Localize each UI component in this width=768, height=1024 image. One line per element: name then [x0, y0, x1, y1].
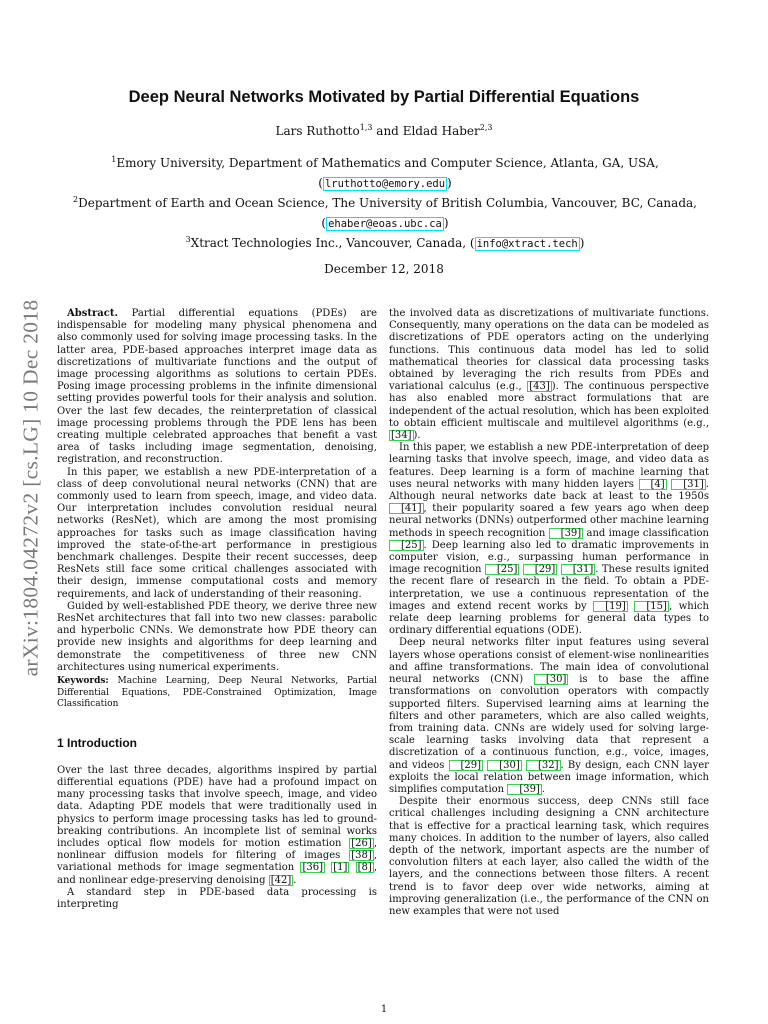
body-text: .: [293, 874, 297, 886]
abstract-label: Abstract.: [67, 308, 118, 319]
intro-paragraph: A standard step in PDE-based data processing is interpreting: [57, 886, 377, 911]
citation-link[interactable]: [42]: [270, 874, 292, 886]
citation-link[interactable]: [32]: [526, 760, 561, 771]
body-text: ). The continuous perspective has also enabled more abstract formulations that are independent of the actual resolution, which has been exploited to obtain efficient multiscale and multilevel algorithms (e.g.,: [389, 381, 709, 429]
section-heading: 1 Introduction: [57, 735, 137, 750]
body-text: is to base the affine transformations on convolution operators with compactly supported filters. Supervised learning aims at learning the filters and other parameters, which are also called weights, from training data. CNNs are widely used for solving large-scale learning tasks involving data that represent a discretization of a continuous function, e.g., voice, images, and videos: [389, 674, 710, 771]
affiliation-text: Emory University, Department of Mathematics and Computer Science, Atlanta, GA, USA,: [116, 156, 659, 170]
body-text: , variational methods for image segmentation: [57, 850, 377, 874]
right-column: [389, 308, 709, 918]
affiliation: $^1$Emory University, Department of Mathematics and Computer Science, Atlanta, GA, USA, ( lruthotto@emory.edu ): [111, 155, 659, 190]
page-number: 1: [380, 1004, 388, 1015]
body-text: the involved data as discretizations of multivariate functions. Consequently, many operations on the data can be modeled as discretizations of PDE operators acting on the underlying functions. This continuous data model has led to solid mathematical theories for classical data processing tasks obtained by leveraging the rich results from PDEs and variational calculus (e.g.,: [389, 308, 709, 393]
keywords: [57, 676, 377, 711]
citation-link[interactable]: [39]: [507, 784, 542, 795]
affiliation: $^2$Department of Earth and Ocean Science, The University of British Columbia, Vancouver, BC, Canada, ( ehaber@eoas.ubc.ca ): [73, 195, 697, 230]
citation-link[interactable]: [43]: [529, 381, 550, 393]
body-text: .: [541, 783, 546, 795]
body-text: ).: [413, 430, 421, 442]
author-affiliation-mark: 2,3: [479, 123, 493, 132]
body-text: . These results ignited the recent flare of research in the field. To obtain a PDE-interpretation, we use a continuous representation of the images and extend recent works by: [389, 564, 709, 612]
body-text: and image classification: [586, 527, 709, 539]
author-line: [0, 124, 768, 138]
affiliation-mark: 3: [185, 235, 191, 244]
left-column: [57, 308, 377, 911]
abstract-paragraph: Guided by well-established PDE theory, we derive three new ResNet architectures that fall into two new classes: parabolic and hyperbolic CNNs. We demonstrate how PDE theory can provide new insights and algorithms for deep learning and demonstrate the competitiveness of three new CNN architectures using numerical experiments.: [57, 600, 377, 673]
body-text: In this paper, we establish a new PDE-interpretation of deep learning tasks that involve speech, image, and video data as features. Deep learning is a form of machine learning that uses neural networks with many hidden layers: [389, 442, 709, 490]
citation-link[interactable]: [38]: [351, 850, 372, 862]
body-text: . Deep learning also led to dramatic improvements in computer vision, e.g., surpassing human performance in image recognition: [389, 539, 709, 576]
keywords-text: Machine Learning, Deep Neural Networks, Partial Differential Equations, PDE-Constrained Optimization, Image Classification: [57, 676, 377, 710]
arxiv-identifier: arXiv:1804.04272v2 [cs.LG] 10 Dec 2018: [18, 299, 43, 677]
affiliation-text: Xtract Technologies Inc., Vancouver, Canada,: [190, 236, 467, 250]
citation-link[interactable]: [29]: [449, 760, 484, 771]
body-text: , and nonlinear edge-preserving denoising: [57, 862, 377, 886]
body-paragraph: [389, 442, 709, 637]
email-link[interactable]: lruthotto@emory.edu: [324, 177, 446, 190]
citation-link[interactable]: [26]: [351, 838, 372, 850]
body-text: . By design, each CNN layer exploits the local relation between image information, which simplifies computation: [389, 759, 709, 795]
affiliation-text: Department of Earth and Ocean Science, The University of British Columbia, Vancouver, BC, Canada,: [78, 196, 697, 210]
citation-link[interactable]: [25]: [485, 564, 520, 575]
citation-link[interactable]: [15]: [634, 601, 669, 612]
author-affiliation-mark: 1,3: [359, 123, 373, 132]
abstract-paragraph: [57, 308, 377, 467]
body-text: Deep neural networks filter input features using several layers whose operations consist of element-wise nonlinearities and affine transformations. The main idea of convolutional neural networks (CNN): [389, 637, 709, 686]
affiliation: $^3$Xtract Technologies Inc., Vancouver, Canada, ( info@xtract.tech ): [185, 235, 585, 250]
body-text: . Although neural networks date back at least to the 1950s: [389, 478, 709, 503]
citation-link[interactable]: [25]: [389, 540, 424, 551]
affiliation-mark: 1: [111, 155, 117, 164]
citation-link[interactable]: [1]: [333, 862, 348, 874]
body-text: Over the last three decades, algorithms inspired by partial differential equations (PDE) have had a profound impact on many processing tasks that involve speech, image, and video data. Adapting PDE models that were traditionally used in physics to perform image processing tasks has led to ground-breaking contributions. An incomplete list of seminal works includes optical flow models for motion estimation: [57, 764, 377, 850]
author-name: Lars Ruthotto: [275, 124, 360, 138]
publication-date: December 12, 2018: [324, 262, 444, 276]
citation-link[interactable]: [36]: [302, 862, 323, 874]
citation-link[interactable]: [19]: [593, 601, 628, 612]
author-name: Eldad Haber: [402, 124, 480, 138]
intro-paragraph: [57, 765, 377, 887]
author-conjunction: and: [376, 124, 399, 138]
citation-link[interactable]: [30]: [487, 760, 522, 771]
abstract-paragraph: In this paper, we establish a new PDE-interpretation of a class of deep convolutional neural networks (CNN) that are commonly used to learn from speech, image, and video data. Our interpretation includes convolution residual neural networks (ResNet), which are among the most promising approaches for tasks such as image classification having improved the state-of-the-art performance in prestigious benchmark challenges. Despite their recent successes, deep ResNets still face some critical challenges associated with their design, immense computational costs and memory requirements, and lack of understanding of their reasoning.: [57, 466, 377, 600]
body-text: , nonlinear diffusion models for filtering of images: [57, 838, 377, 862]
email-link[interactable]: ehaber@eoas.ubc.ca: [328, 217, 442, 230]
body-text: , which relate deep learning problems for general data types to ordinary differential equations (ODE).: [389, 600, 709, 637]
arxiv-sidebar: [6, 268, 56, 708]
citation-link[interactable]: [31]: [671, 479, 706, 490]
citation-link[interactable]: [34]: [391, 430, 412, 442]
citation-link[interactable]: [8]: [357, 862, 372, 874]
email-link[interactable]: info@xtract.tech: [476, 238, 578, 250]
body-paragraph: Despite their enormous success, deep CNNs still face critical challenges including designing a CNN architecture that is effective for a practical learning task, which requires many choices. In addition to the number of layers, also called depth of the network, important aspects are the number of convolution filters at each layer, also called the width of the layers, and the connections between those filters. A recent trend is to favor deep over wide networks, aiming at improving generalization (i.e., the performance of the CNN on new examples that were not used: [389, 796, 709, 917]
abstract-text: Partial differential equations (PDEs) are indispensable for modeling many physical phenomena and also commonly used for solving image processing tasks. In the latter area, PDE-based approaches interpret image data as discretizations of multivariate functions and the output of image processing algorithms as solutions to certain PDEs. Posing image processing problems in the infinite dimensional setting provides powerful tools for their analysis and solution. Over the last few decades, the reinterpretation of classical image processing problems through the PDE lens has been creating multiple celebrated approaches that benefit a vast area of tasks including image segmentation, denoising, registration, and reconstruction.: [57, 308, 377, 466]
affiliations: [60, 154, 710, 255]
citation-link[interactable]: [41]: [389, 503, 424, 514]
citation-link[interactable]: [30]: [534, 674, 569, 685]
body-paragraph: [389, 308, 709, 442]
affiliation-mark: 2: [73, 195, 79, 204]
citation-link[interactable]: [31]: [561, 564, 596, 575]
body-text: , their popularity soared a few years ago when deep neural networks (DNNs) outperformed other machine learning methods in speech recognition: [389, 503, 709, 539]
citation-link[interactable]: [4]: [639, 479, 667, 490]
body-paragraph: [389, 637, 709, 796]
citation-link[interactable]: [29]: [523, 564, 558, 575]
keywords-label: Keywords:: [57, 676, 109, 687]
citation-link[interactable]: [39]: [549, 528, 584, 539]
paper-title: Deep Neural Networks Motivated by Partial Differential Equations: [128, 88, 640, 106]
